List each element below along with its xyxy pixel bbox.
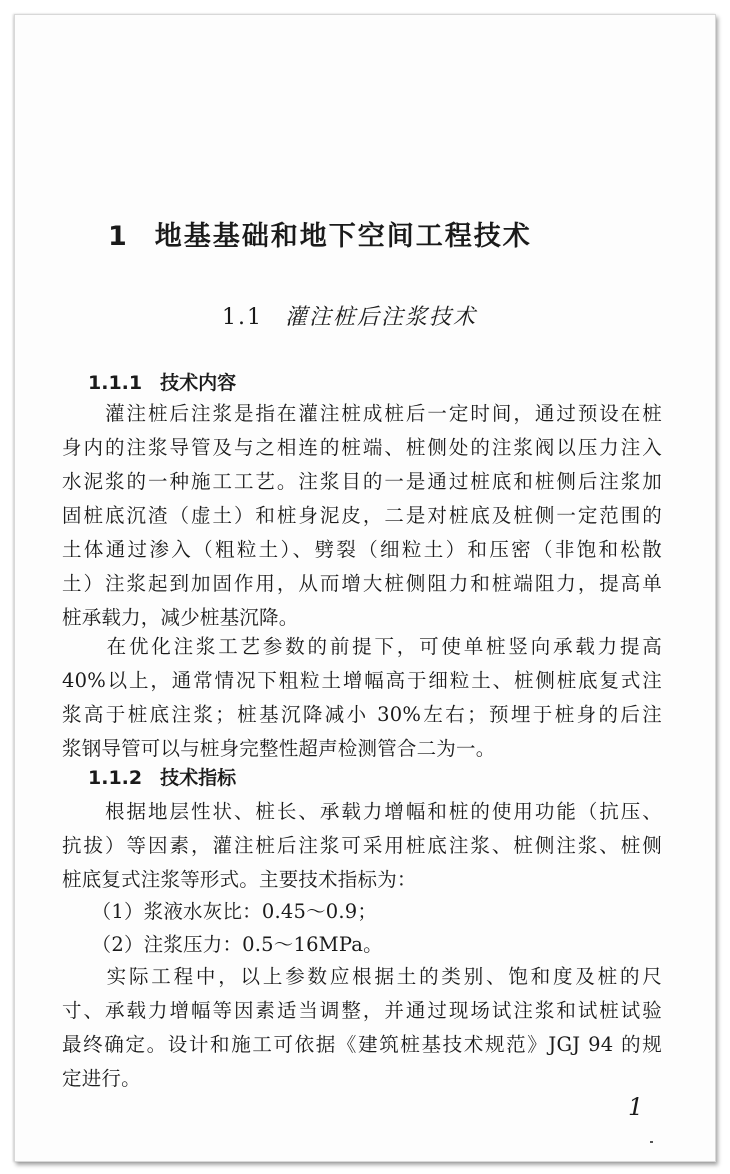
text-line: 灌注桩后注浆是指在灌注桩成桩后一定时间，通过预设在桩 — [62, 402, 662, 425]
subsection-number: 1.1.1 — [88, 372, 143, 394]
text-line: 身内的注浆导管及与之相连的桩端、桩侧处的注浆阀以压力注入 — [62, 436, 662, 459]
subsection-heading-technical-indicators — [88, 763, 236, 793]
chapter-heading — [108, 213, 532, 261]
paragraph-technical-indicators — [62, 795, 662, 897]
text-line: 土体通过渗入（粗粒土）、劈裂（细粒土）和压密（非饱和松散 — [62, 538, 662, 561]
text-line: 浆钢导管可以与桩身完整性超声检测管合二为一。 — [62, 737, 496, 760]
chapter-number: 1 — [108, 221, 129, 252]
paragraph-optimization — [62, 630, 662, 766]
list-item-grouting-pressure — [62, 928, 662, 962]
text-line: 浆高于桩底注浆；桩基沉降减小 30%左右；预埋于桩身的后注 — [62, 703, 662, 726]
text-line: 桩承载力，减少桩基沉降。 — [62, 606, 299, 629]
subsection-heading-technical-content — [88, 368, 236, 398]
section-number: 1.1 — [222, 305, 263, 330]
text-line: 土）注浆起到加固作用，从而增大桩侧阻力和桩端阻力，提高单 — [62, 572, 662, 595]
paragraph-practical-engineering — [62, 960, 662, 1096]
section-heading — [222, 300, 477, 336]
chapter-title-text: 地基基础和地下空间工程技术 — [154, 221, 532, 252]
text-line: 桩底复式注浆等形式。主要技术指标为： — [62, 868, 417, 891]
text-line: 寸、承载力增幅等因素适当调整，并通过现场试注浆和试桩试验 — [62, 999, 662, 1022]
text-line: 40%以上，通常情况下粗粒土增幅高于细粒土、桩侧桩底复式注 — [62, 669, 662, 692]
text-line: 实际工程中，以上参数应根据土的类别、饱和度及桩的尺 — [62, 965, 662, 988]
subsection-title-text: 技术内容 — [160, 372, 237, 394]
text-line: 定进行。 — [62, 1067, 141, 1090]
list-item-water-cement-ratio — [62, 895, 662, 929]
print-speck — [650, 1141, 653, 1143]
section-title-text: 灌注桩后注浆技术 — [285, 305, 478, 330]
subsection-number: 1.1.2 — [88, 767, 143, 789]
paragraph-technical-content — [62, 397, 662, 635]
text-line: （2）注浆压力：0.5～16MPa。 — [62, 933, 383, 956]
text-line: 抗拔）等因素，灌注桩后注浆可采用桩底注浆、桩侧注浆、桩侧 — [62, 834, 662, 857]
text-line: 固桩底沉渣（虚土）和桩身泥皮，二是对桩底及桩侧一定范围的 — [62, 504, 662, 527]
text-line: （1）浆液水灰比：0.45～0.9； — [62, 900, 378, 923]
text-line: 水泥浆的一种施工工艺。注浆目的一是通过桩底和桩侧后注浆加 — [62, 470, 662, 493]
text-line: 在优化注浆工艺参数的前提下，可使单桩竖向承载力提高 — [62, 635, 662, 658]
text-line: 根据地层性状、桩长、承载力增幅和桩的使用功能（抗压、 — [62, 800, 662, 823]
subsection-title-text: 技术指标 — [160, 767, 237, 789]
text-line: 最终确定。设计和施工可依据《建筑桩基技术规范》JGJ 94 的规 — [62, 1033, 662, 1056]
page-number: 1 — [628, 1093, 644, 1121]
